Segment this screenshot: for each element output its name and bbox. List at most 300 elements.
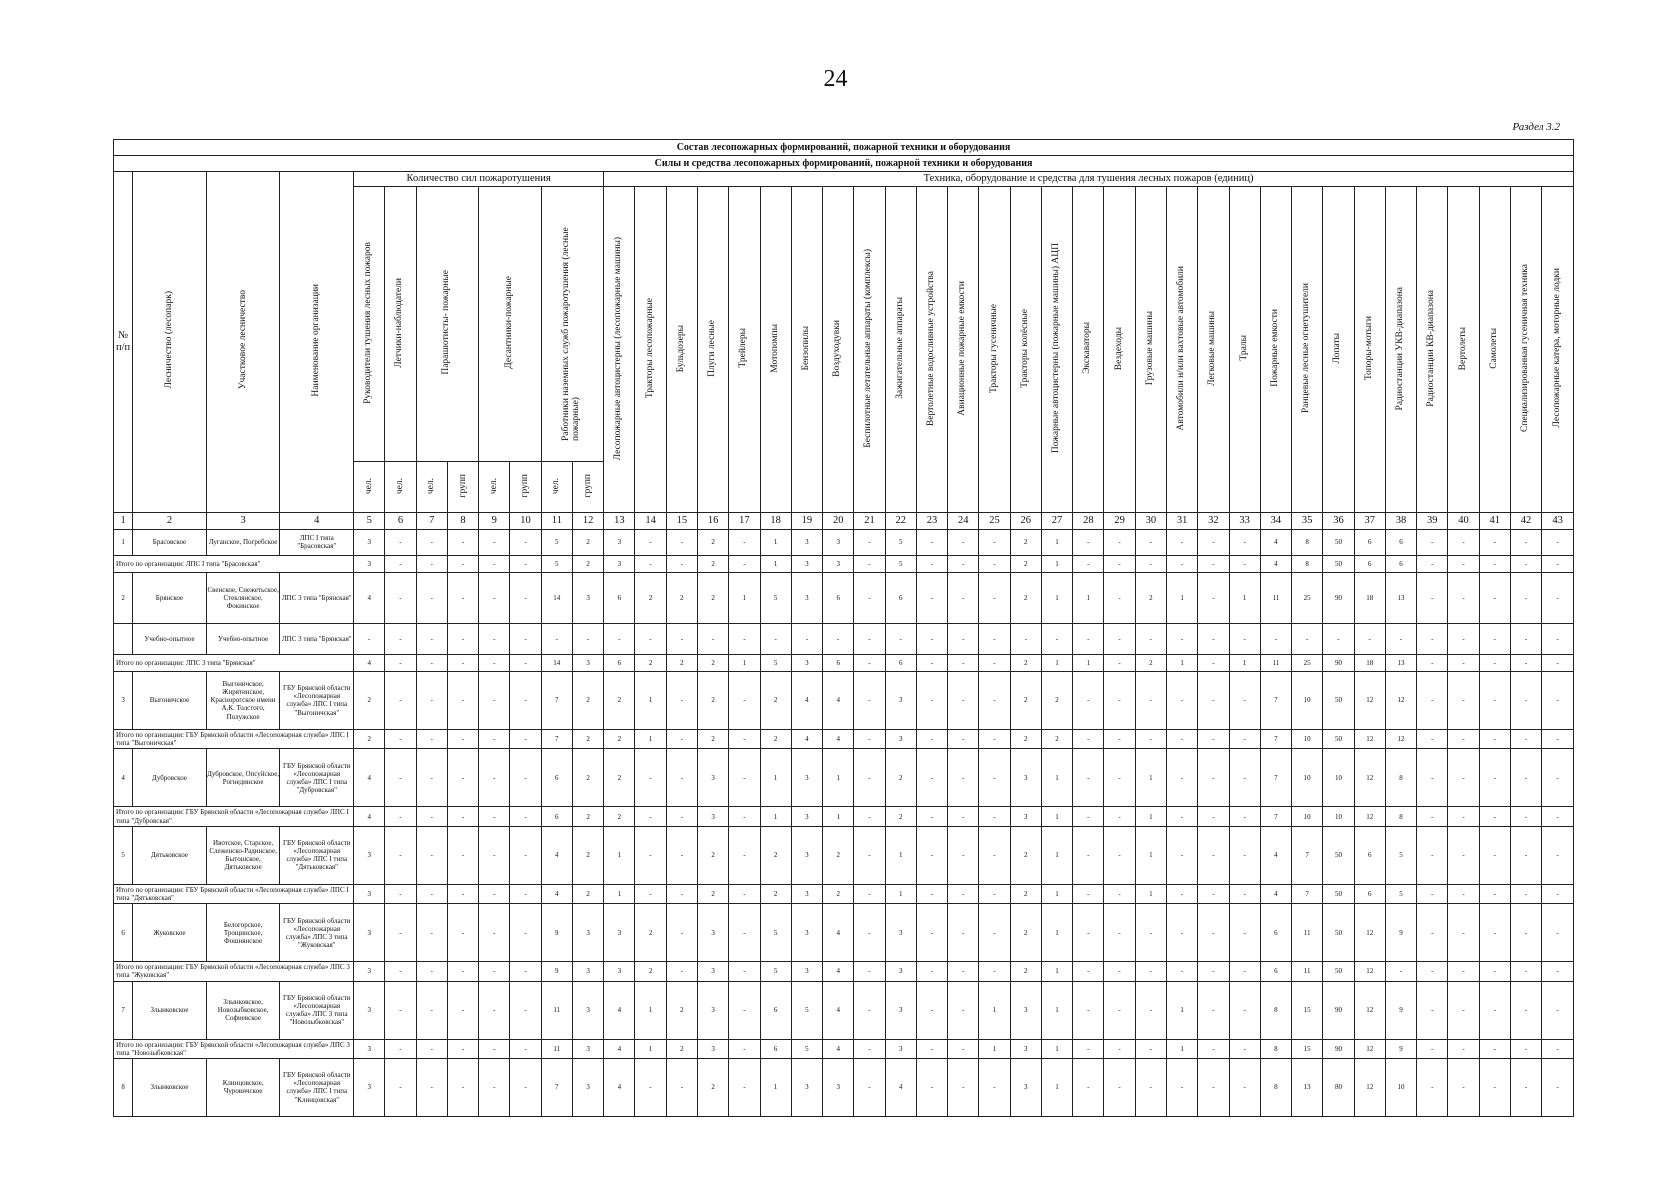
table-cell: 12 bbox=[1354, 749, 1385, 807]
column-number: 9 bbox=[479, 512, 510, 529]
table-cell: - bbox=[1229, 1058, 1260, 1116]
table-cell: - bbox=[1448, 1039, 1479, 1058]
table-cell: - bbox=[447, 556, 478, 573]
table-cell: 4 bbox=[823, 729, 854, 748]
table-row bbox=[114, 573, 1574, 624]
table-cell: - bbox=[1479, 654, 1510, 671]
table-cell: 4 bbox=[354, 807, 385, 826]
table-cell: - bbox=[1229, 904, 1260, 962]
table-cell: - bbox=[1198, 624, 1229, 655]
table-cell: - bbox=[1198, 529, 1229, 555]
table-cell: 4 bbox=[791, 729, 822, 748]
header-text: Радиостанции УКВ-диапазона bbox=[1394, 286, 1405, 410]
table-cell: - bbox=[479, 826, 510, 884]
table-cell: - bbox=[1479, 624, 1510, 655]
table-cell: 1 bbox=[635, 1039, 666, 1058]
col-header-equipment-16 bbox=[1104, 186, 1135, 512]
table-cell: - bbox=[416, 826, 447, 884]
table-cell: - bbox=[666, 1058, 697, 1116]
table-cell: 50 bbox=[1323, 556, 1354, 573]
table-cell: - bbox=[854, 556, 885, 573]
table-cell: 7 bbox=[1260, 671, 1291, 729]
col-header-equipment-3 bbox=[698, 186, 729, 512]
table-cell: - bbox=[854, 1039, 885, 1058]
table-cell: 2 bbox=[1010, 962, 1041, 981]
header-text: Мотопомпы bbox=[769, 323, 780, 373]
table-cell: 2 bbox=[1010, 729, 1041, 748]
table-cell: 1 bbox=[885, 884, 916, 903]
col-header-equipment-28 bbox=[1479, 186, 1510, 512]
table-cell: - bbox=[1417, 962, 1448, 981]
table-cell: - bbox=[447, 807, 478, 826]
table-cell: 5 bbox=[760, 573, 791, 624]
table-cell: - bbox=[447, 654, 478, 671]
table-cell: - bbox=[791, 624, 822, 655]
column-number: 33 bbox=[1229, 512, 1260, 529]
unit-text: групп bbox=[457, 474, 468, 498]
table-cell: - bbox=[979, 749, 1010, 807]
table-cell: 3 bbox=[604, 962, 635, 981]
table-cell: - bbox=[1104, 884, 1135, 903]
table-cell: 8 bbox=[1385, 749, 1416, 807]
table-cell: 10 bbox=[1292, 807, 1323, 826]
table-cell: - bbox=[1542, 884, 1574, 903]
table-cell: 6 bbox=[1354, 556, 1385, 573]
table-cell: - bbox=[1041, 624, 1072, 655]
table-cell: - bbox=[1135, 981, 1166, 1039]
table-cell: - bbox=[1479, 556, 1510, 573]
table-cell: - bbox=[729, 884, 760, 903]
table-cell: - bbox=[416, 884, 447, 903]
table-cell: 50 bbox=[1323, 904, 1354, 962]
table-cell: 1 bbox=[1135, 807, 1166, 826]
table-cell: 7 bbox=[541, 729, 572, 748]
table-cell: 2 bbox=[572, 884, 603, 903]
header-text: Лопаты bbox=[1332, 332, 1343, 364]
table-cell: 3 bbox=[698, 904, 729, 962]
table-cell: 2 bbox=[698, 671, 729, 729]
table-cell: 1 bbox=[1041, 962, 1072, 981]
header-text: Зажигательные аппараты bbox=[894, 297, 905, 400]
table-cell: - bbox=[1510, 556, 1541, 573]
table-cell: - bbox=[1104, 624, 1135, 655]
table-cell: 2 bbox=[572, 826, 603, 884]
section-label: Раздел 3.2 bbox=[1512, 121, 1560, 133]
table-cell: 3 bbox=[698, 1039, 729, 1058]
table-cell: - bbox=[447, 1058, 478, 1116]
table-cell: - bbox=[572, 624, 603, 655]
table-cell: - bbox=[948, 529, 979, 555]
table-cell: - bbox=[1542, 654, 1574, 671]
table-cell: 2 bbox=[635, 962, 666, 981]
table-cell: 12 bbox=[1354, 807, 1385, 826]
column-number: 5 bbox=[354, 512, 385, 529]
table-cell: - bbox=[1542, 624, 1574, 655]
col-header-forces-3 bbox=[479, 186, 542, 461]
table-cell: 5 bbox=[114, 826, 133, 884]
table-cell: 2 bbox=[698, 826, 729, 884]
table-cell: 12 bbox=[1354, 981, 1385, 1039]
table-row bbox=[114, 904, 1574, 962]
table-cell: 9 bbox=[1385, 904, 1416, 962]
column-number: 31 bbox=[1166, 512, 1197, 529]
table-cell: - bbox=[510, 826, 541, 884]
table-cell: 3 bbox=[572, 904, 603, 962]
table-cell: - bbox=[1479, 826, 1510, 884]
table-cell: 3 bbox=[572, 573, 603, 624]
table-cell: 5 bbox=[885, 529, 916, 555]
column-number: 11 bbox=[541, 512, 572, 529]
table-cell: - bbox=[979, 826, 1010, 884]
table-cell: 11 bbox=[1260, 573, 1291, 624]
table-cell: 12 bbox=[1354, 962, 1385, 981]
table-cell: Свенское, Снежетьское, Стеклянское, Фокинское bbox=[206, 573, 280, 624]
table-cell: - bbox=[479, 624, 510, 655]
table-cell: - bbox=[1135, 671, 1166, 729]
table-cell: 25 bbox=[1292, 573, 1323, 624]
table-cell: 2 bbox=[1010, 826, 1041, 884]
table-cell: - bbox=[1479, 807, 1510, 826]
table-cell: - bbox=[729, 749, 760, 807]
unit-header bbox=[385, 461, 416, 512]
table-cell: 9 bbox=[1385, 1039, 1416, 1058]
col-header-forces-2 bbox=[416, 186, 479, 461]
table-cell: 2 bbox=[666, 981, 697, 1039]
table-cell: 7 bbox=[1260, 749, 1291, 807]
table-cell: 5 bbox=[760, 962, 791, 981]
table-cell: - bbox=[1073, 826, 1104, 884]
column-number: 35 bbox=[1292, 512, 1323, 529]
table-cell: Злынковское bbox=[133, 981, 207, 1039]
table-cell: - bbox=[916, 807, 947, 826]
table-cell: 1 bbox=[1041, 654, 1072, 671]
table-cell: 14 bbox=[541, 654, 572, 671]
unit-header bbox=[354, 461, 385, 512]
table-cell: 6 bbox=[823, 573, 854, 624]
table-cell: - bbox=[1073, 671, 1104, 729]
table-cell: 2 bbox=[760, 729, 791, 748]
col-header-equipment-18 bbox=[1166, 186, 1197, 512]
table-cell: - bbox=[948, 729, 979, 748]
table-cell: 3 bbox=[572, 654, 603, 671]
table-cell: 1 bbox=[1073, 654, 1104, 671]
table-cell: 1 bbox=[1229, 654, 1260, 671]
table-cell: 3 bbox=[791, 556, 822, 573]
column-number: 30 bbox=[1135, 512, 1166, 529]
table-cell: 3 bbox=[885, 1039, 916, 1058]
table-cell: - bbox=[1198, 826, 1229, 884]
table-cell: - bbox=[1073, 529, 1104, 555]
table-cell: - bbox=[854, 729, 885, 748]
table-cell: - bbox=[1166, 807, 1197, 826]
table-cell: - bbox=[1354, 624, 1385, 655]
total-row bbox=[114, 654, 1574, 671]
table-cell: - bbox=[385, 981, 416, 1039]
table-cell: - bbox=[1417, 807, 1448, 826]
group-header-forces: Количество сил пожаротушения bbox=[354, 171, 604, 186]
table-cell: - bbox=[1479, 981, 1510, 1039]
table-cell: 3 bbox=[698, 981, 729, 1039]
table-cell: 2 bbox=[604, 671, 635, 729]
table-cell: 1 bbox=[1229, 573, 1260, 624]
table-cell: - bbox=[635, 529, 666, 555]
column-number: 24 bbox=[948, 512, 979, 529]
table-cell: - bbox=[979, 904, 1010, 962]
table-cell: 12 bbox=[1354, 1058, 1385, 1116]
table-cell: 4 bbox=[354, 749, 385, 807]
table-cell: - bbox=[385, 654, 416, 671]
table-cell: - bbox=[916, 573, 947, 624]
table-cell: - bbox=[854, 624, 885, 655]
table-cell: - bbox=[979, 807, 1010, 826]
table-cell: - bbox=[416, 981, 447, 1039]
header-text: Воздуходувки bbox=[832, 319, 843, 377]
table-cell: - bbox=[635, 556, 666, 573]
table-cell: - bbox=[1104, 1058, 1135, 1116]
table-cell: 4 bbox=[541, 884, 572, 903]
table-cell: - bbox=[1073, 904, 1104, 962]
header-text: Беспилотные летательные аппараты (комплексы) bbox=[863, 248, 874, 448]
table-cell: 1 bbox=[1041, 904, 1072, 962]
table-cell: - bbox=[1198, 654, 1229, 671]
table-cell: - bbox=[1510, 884, 1541, 903]
table-cell: - bbox=[1417, 749, 1448, 807]
table-cell: 4 bbox=[885, 1058, 916, 1116]
table-cell: 18 bbox=[1354, 573, 1385, 624]
table-cell: 6 bbox=[1260, 962, 1291, 981]
table-cell: 3 bbox=[698, 807, 729, 826]
table-cell: 11 bbox=[541, 981, 572, 1039]
table-cell: 1 bbox=[1041, 749, 1072, 807]
header-text: Парашютисты- пожарные bbox=[441, 270, 452, 375]
column-number: 26 bbox=[1010, 512, 1041, 529]
table-cell: 18 bbox=[1354, 654, 1385, 671]
table-cell: - bbox=[1073, 962, 1104, 981]
table-cell: 2 bbox=[1010, 529, 1041, 555]
col-header-forces-1 bbox=[385, 186, 416, 461]
unit-text: групп bbox=[582, 474, 593, 498]
col-header-forces-0 bbox=[354, 186, 385, 461]
table-cell: - bbox=[1510, 981, 1541, 1039]
table-cell: - bbox=[510, 624, 541, 655]
table-title: Состав лесопожарных формирований, пожарной техники и оборудования bbox=[114, 140, 1574, 156]
table-cell: - bbox=[1104, 749, 1135, 807]
column-number: 43 bbox=[1542, 512, 1574, 529]
table-cell: 3 bbox=[1010, 981, 1041, 1039]
column-number: 28 bbox=[1073, 512, 1104, 529]
table-cell: 1 bbox=[1135, 749, 1166, 807]
table-cell: - bbox=[1417, 826, 1448, 884]
table-cell: 2 bbox=[666, 573, 697, 624]
table-cell: 3 bbox=[791, 573, 822, 624]
table-cell: Выгоничское bbox=[133, 671, 207, 729]
table-cell: - bbox=[447, 981, 478, 1039]
table-cell: - bbox=[1510, 529, 1541, 555]
unit-header bbox=[541, 461, 572, 512]
table-cell: 5 bbox=[1385, 884, 1416, 903]
table-cell: - bbox=[729, 624, 760, 655]
table-cell: - bbox=[1135, 624, 1166, 655]
table-cell: - bbox=[1166, 1058, 1197, 1116]
table-cell: ЛПС I типа "Брасовская" bbox=[280, 529, 354, 555]
table-cell: - bbox=[729, 529, 760, 555]
column-number: 4 bbox=[280, 512, 354, 529]
table-cell: - bbox=[1229, 884, 1260, 903]
table-cell: Брасовское bbox=[133, 529, 207, 555]
table-cell: 2 bbox=[572, 729, 603, 748]
table-cell: - bbox=[1166, 556, 1197, 573]
column-number: 23 bbox=[916, 512, 947, 529]
table-cell: - bbox=[854, 826, 885, 884]
table-cell: 6 bbox=[885, 573, 916, 624]
table-cell: 1 bbox=[114, 529, 133, 555]
table-cell: 6 bbox=[541, 807, 572, 826]
table-cell: - bbox=[1104, 573, 1135, 624]
column-number: 37 bbox=[1354, 512, 1385, 529]
col-header-district: Участковое лесничество bbox=[206, 171, 280, 512]
table-cell: - bbox=[385, 729, 416, 748]
table-cell: - bbox=[1135, 529, 1166, 555]
table-cell: Брянское bbox=[133, 573, 207, 624]
table-cell: 8 bbox=[1292, 529, 1323, 555]
table-cell: - bbox=[1479, 962, 1510, 981]
column-number: 18 bbox=[760, 512, 791, 529]
column-number: 21 bbox=[854, 512, 885, 529]
table-cell: - bbox=[385, 1058, 416, 1116]
header-text: Вездеходы bbox=[1113, 326, 1124, 370]
table-cell: 4 bbox=[604, 1058, 635, 1116]
table-cell: - bbox=[447, 624, 478, 655]
column-number: 36 bbox=[1323, 512, 1354, 529]
table-cell: - bbox=[948, 807, 979, 826]
table-cell: 3 bbox=[604, 904, 635, 962]
table-cell: - bbox=[510, 749, 541, 807]
col-header-equipment-0 bbox=[604, 186, 635, 512]
table-cell: - bbox=[1542, 749, 1574, 807]
column-number: 13 bbox=[604, 512, 635, 529]
table-cell: 1 bbox=[760, 1058, 791, 1116]
col-header-equipment-12 bbox=[979, 186, 1010, 512]
total-row bbox=[114, 962, 1574, 981]
column-number: 27 bbox=[1041, 512, 1072, 529]
table-cell: 3 bbox=[698, 749, 729, 807]
table-cell: Клинцовское, Чуровичское bbox=[206, 1058, 280, 1116]
table-cell: 1 bbox=[760, 749, 791, 807]
col-header-equipment-29 bbox=[1510, 186, 1541, 512]
table-cell: - bbox=[916, 624, 947, 655]
table-cell: - bbox=[1448, 962, 1479, 981]
table-cell: - bbox=[1260, 624, 1291, 655]
table-cell: - bbox=[1104, 981, 1135, 1039]
table-cell: - bbox=[479, 556, 510, 573]
table-cell: - bbox=[385, 529, 416, 555]
col-header-forces-4 bbox=[541, 186, 604, 461]
header-text: Тракторы гусеничные bbox=[988, 303, 999, 393]
table-cell: - bbox=[1417, 904, 1448, 962]
table-cell: 2 bbox=[698, 1058, 729, 1116]
table-cell: 12 bbox=[1354, 729, 1385, 748]
table-cell: - bbox=[1198, 556, 1229, 573]
column-number: 39 bbox=[1417, 512, 1448, 529]
table-cell: 3 bbox=[1010, 1039, 1041, 1058]
table-cell: 4 bbox=[823, 981, 854, 1039]
table-cell: 90 bbox=[1323, 1039, 1354, 1058]
table-cell: - bbox=[916, 529, 947, 555]
table-cell: 3 bbox=[885, 671, 916, 729]
table-cell: 4 bbox=[823, 1039, 854, 1058]
header-text: Работники наземных служб пожаротушения (лесные пожарные) bbox=[561, 226, 582, 441]
table-cell: 6 bbox=[1354, 826, 1385, 884]
table-cell: - bbox=[1417, 573, 1448, 624]
col-header-equipment-15 bbox=[1073, 186, 1104, 512]
table-cell: - bbox=[916, 556, 947, 573]
table-cell: - bbox=[1229, 749, 1260, 807]
table-cell: - bbox=[979, 671, 1010, 729]
table-cell: - bbox=[1448, 884, 1479, 903]
table-cell: - bbox=[1010, 624, 1041, 655]
table-cell: - bbox=[1229, 807, 1260, 826]
col-header-forestry: Лесничество (лесопарк) bbox=[133, 171, 207, 512]
table-cell: 6 bbox=[1260, 904, 1291, 962]
table-cell: 5 bbox=[791, 981, 822, 1039]
table-cell: 11 bbox=[1292, 904, 1323, 962]
table-cell: - bbox=[1542, 671, 1574, 729]
table-cell: 3 bbox=[354, 1039, 385, 1058]
table-cell: - bbox=[1542, 529, 1574, 555]
table-cell: - bbox=[1542, 826, 1574, 884]
table-cell: - bbox=[416, 556, 447, 573]
table-cell: Дубровское, Опсуйское, Рогнединское bbox=[206, 749, 280, 807]
header-text: Радиостанции КВ-диапазона bbox=[1426, 289, 1437, 407]
column-number: 20 bbox=[823, 512, 854, 529]
table-cell: - bbox=[1198, 884, 1229, 903]
table-cell: - bbox=[854, 1058, 885, 1116]
table-cell: - bbox=[666, 556, 697, 573]
table-cell: 2 bbox=[1010, 556, 1041, 573]
table-cell: - bbox=[1166, 624, 1197, 655]
table-cell: 3 bbox=[791, 529, 822, 555]
header-text: Самолеты bbox=[1488, 327, 1499, 369]
table-cell: 1 bbox=[1041, 1039, 1072, 1058]
column-number: 19 bbox=[791, 512, 822, 529]
table-cell: 1 bbox=[1166, 654, 1197, 671]
table-cell: 1 bbox=[729, 654, 760, 671]
table-cell: - bbox=[1073, 556, 1104, 573]
table-cell: - bbox=[1448, 749, 1479, 807]
table-cell: 2 bbox=[1010, 654, 1041, 671]
table-cell: - bbox=[1510, 1058, 1541, 1116]
total-label: Итого по организации: ГБУ Брянской области «Лесопожарная служба» ЛПС 3 типа "Новозыбковская" bbox=[114, 1039, 354, 1058]
table-cell: - bbox=[1510, 729, 1541, 748]
table-cell: - bbox=[1448, 826, 1479, 884]
table-cell: 1 bbox=[1041, 1058, 1072, 1116]
total-row bbox=[114, 884, 1574, 903]
column-number: 10 bbox=[510, 512, 541, 529]
table-cell: - bbox=[447, 962, 478, 981]
table-cell: - bbox=[416, 529, 447, 555]
table-cell: 2 bbox=[572, 807, 603, 826]
table-cell: 1 bbox=[979, 981, 1010, 1039]
table-cell: - bbox=[479, 981, 510, 1039]
table-cell: 50 bbox=[1323, 962, 1354, 981]
table-cell: - bbox=[1104, 556, 1135, 573]
table-cell: 2 bbox=[635, 654, 666, 671]
table-cell: 4 bbox=[354, 654, 385, 671]
table-cell: - bbox=[1229, 624, 1260, 655]
header-text: Топоры-мотыги bbox=[1363, 316, 1374, 381]
table-cell: - bbox=[916, 884, 947, 903]
table-cell: 2 bbox=[760, 671, 791, 729]
